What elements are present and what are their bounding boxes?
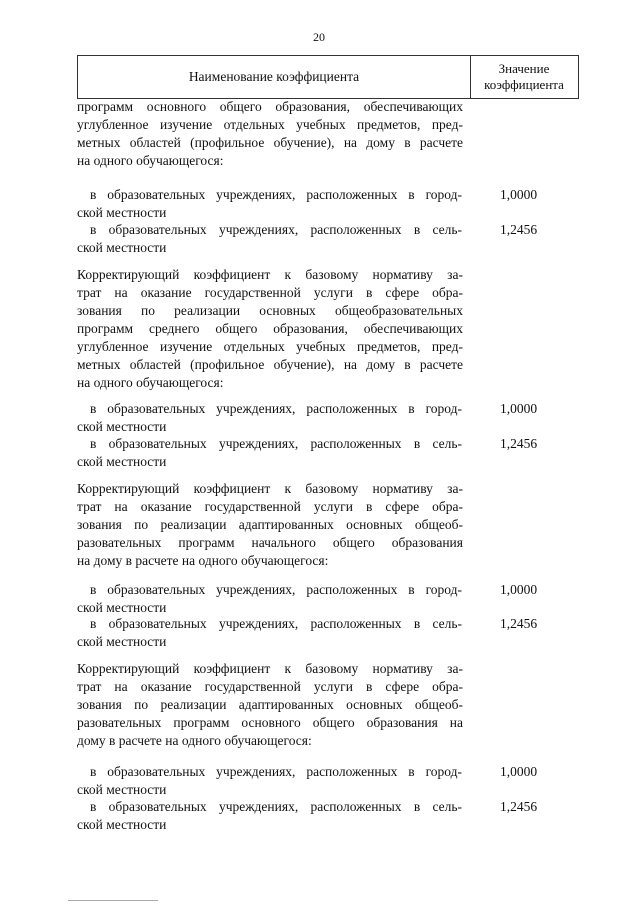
- urban-value: 1,0000: [500, 401, 538, 416]
- text-line: программ среднего общего образования, обеспечивающих: [77, 321, 463, 336]
- rural-item: в образовательных учреждениях, расположенных в сель-: [90, 222, 462, 237]
- urban-item: в образовательных учреждениях, расположенных в город-: [90, 401, 462, 416]
- table-header: [77, 55, 579, 99]
- footer-rule: [68, 900, 158, 901]
- rural-item: в образовательных учреждениях, расположенных в сель-: [90, 799, 462, 814]
- rural-item-cont: ской местности: [77, 817, 167, 832]
- urban-value: 1,0000: [500, 187, 538, 202]
- rural-item: в образовательных учреждениях, расположенных в сель-: [90, 616, 462, 631]
- rural-value: 1,2456: [500, 222, 538, 237]
- text-line: трат на оказание государственной услуги в сфере обра-: [77, 285, 463, 300]
- text-line: разовательных программ начального общего образования: [77, 535, 463, 550]
- text-line: зования по реализации основных общеобразовательных: [77, 303, 463, 318]
- text-line: дому в расчете на одного обучающегося:: [77, 733, 312, 748]
- urban-item-cont: ской местности: [77, 205, 167, 220]
- text-line: метных областей (профильное обучение), на дому в расчете: [77, 135, 463, 150]
- urban-item: в образовательных учреждениях, расположенных в город-: [90, 764, 462, 779]
- rural-value: 1,2456: [500, 616, 538, 631]
- rural-value: 1,2456: [500, 799, 538, 814]
- text-line: углубленное изучение отдельных учебных предметов, пред-: [77, 117, 463, 132]
- text-line: метных областей (профильное обучение), на дому в расчете: [77, 357, 463, 372]
- urban-value: 1,0000: [500, 764, 538, 779]
- urban-item-cont: ской местности: [77, 419, 167, 434]
- text-line: на дому в расчете на одного обучающегося:: [77, 553, 329, 568]
- coefficient-name-header: Наименование коэффициента: [77, 56, 471, 98]
- text-line: углубленное изучение отдельных учебных предметов, пред-: [77, 339, 463, 354]
- value-header-line1: Значение: [498, 61, 550, 76]
- text-line: зования по реализации адаптированных основных общеоб-: [77, 697, 463, 712]
- text-line: трат на оказание государственной услуги в сфере обра-: [77, 679, 463, 694]
- text-line: на одного обучающегося:: [77, 153, 224, 168]
- urban-value: 1,0000: [500, 582, 538, 597]
- rural-item-cont: ской местности: [77, 240, 167, 255]
- coefficient-value-header: [470, 56, 579, 98]
- urban-item: в образовательных учреждениях, расположенных в город-: [90, 187, 462, 202]
- rural-item: в образовательных учреждениях, расположенных в сель-: [90, 436, 462, 451]
- rural-item-cont: ской местности: [77, 634, 167, 649]
- text-line: Корректирующий коэффициент к базовому нормативу за-: [77, 267, 463, 282]
- text-line: Корректирующий коэффициент к базовому нормативу за-: [77, 661, 463, 676]
- text-line: Корректирующий коэффициент к базовому нормативу за-: [77, 481, 463, 496]
- page-number: 20: [313, 30, 325, 44]
- text-line: трат на оказание государственной услуги в сфере обра-: [77, 499, 463, 514]
- value-header-line2: коэффициента: [484, 77, 564, 92]
- text-line: зования по реализации адаптированных основных общеоб-: [77, 517, 463, 532]
- urban-item-cont: ской местности: [77, 782, 167, 797]
- text-line: разовательных программ основного общего образования на: [77, 715, 463, 730]
- urban-item-cont: ской местности: [77, 600, 167, 615]
- urban-item: в образовательных учреждениях, расположенных в город-: [90, 582, 462, 597]
- rural-item-cont: ской местности: [77, 454, 167, 469]
- text-line: программ основного общего образования, обеспечивающих: [77, 99, 463, 114]
- text-line: на одного обучающегося:: [77, 375, 224, 390]
- rural-value: 1,2456: [500, 436, 538, 451]
